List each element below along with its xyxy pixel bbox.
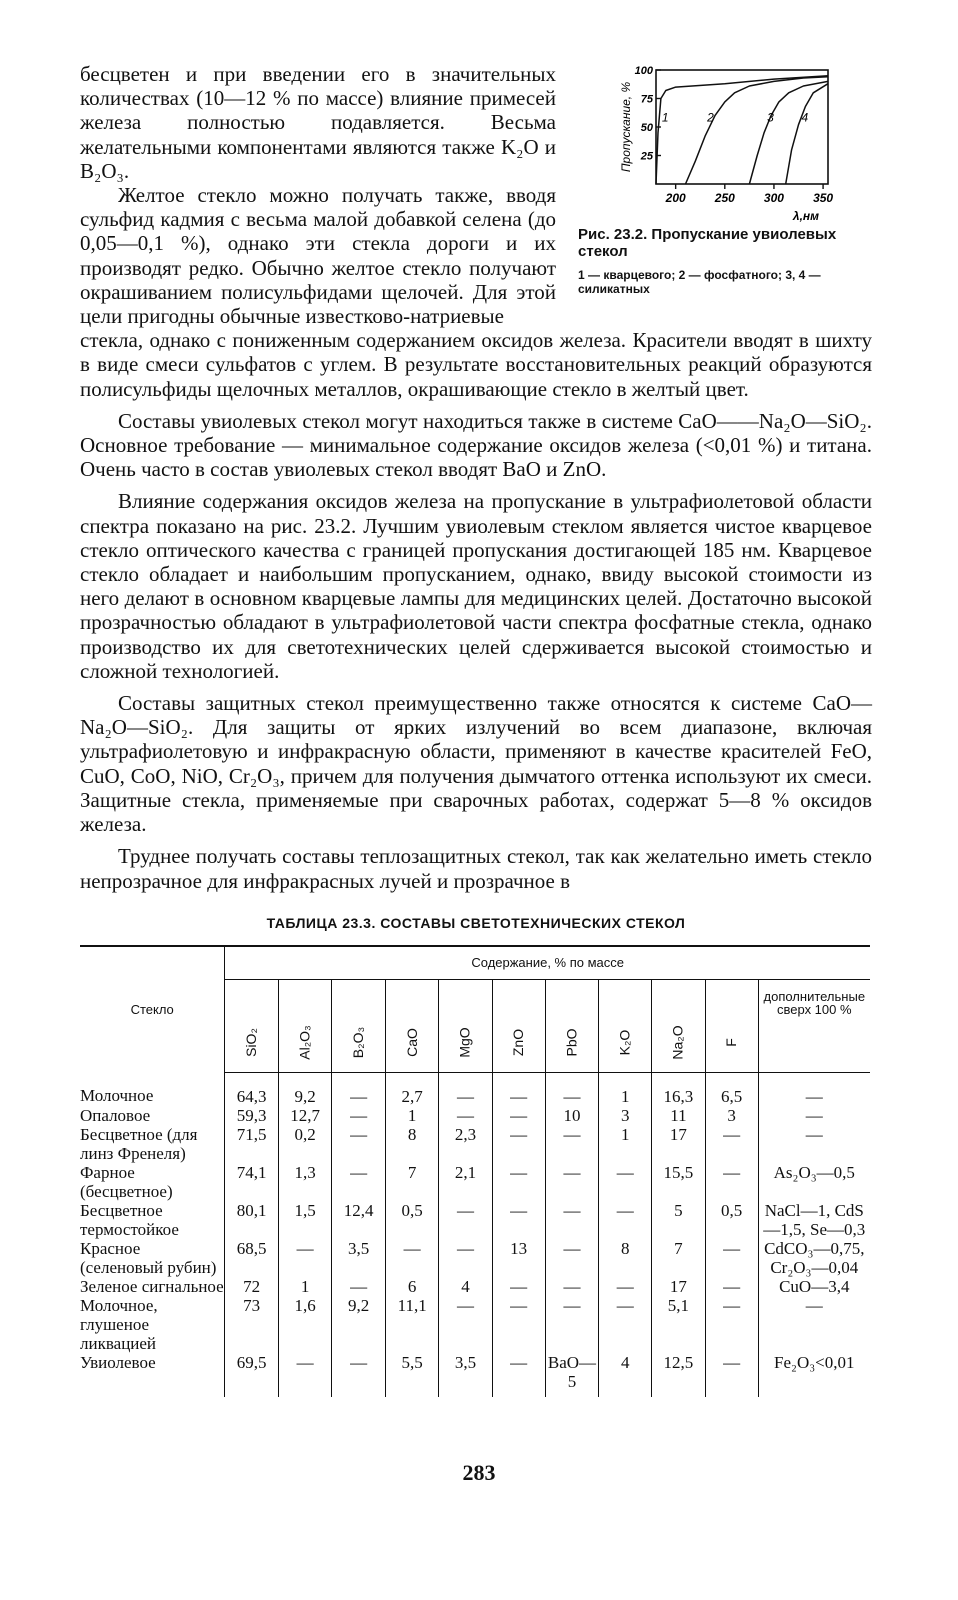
column-header-label: SiO₂ xyxy=(243,1027,260,1057)
table-cell: — xyxy=(492,1201,545,1239)
table-cell: — xyxy=(599,1163,652,1201)
table-cell: 80,1 xyxy=(225,1201,279,1239)
table-cell: 17 xyxy=(652,1125,706,1163)
figure-legend: 1 — кварцевого; 2 — фосфатного; 3, 4 — силикатных xyxy=(578,268,821,296)
y-tick-label: 100 xyxy=(634,65,653,77)
x-tick-label: 350 xyxy=(813,191,834,205)
table-cell: — xyxy=(545,1125,599,1163)
table-cell: — xyxy=(805,1295,823,1315)
table-row xyxy=(80,1296,870,1353)
table-cell: — xyxy=(805,1086,823,1106)
table-cell: 12,7 xyxy=(278,1106,332,1125)
column-header xyxy=(385,979,438,1072)
table-cell: 0,5 xyxy=(385,1201,438,1239)
table-cell: 15,5 xyxy=(652,1163,706,1201)
table-cell: 2,1 xyxy=(439,1163,492,1201)
table-cell: 64,3 xyxy=(225,1072,279,1106)
table-cell: 13 xyxy=(492,1239,545,1277)
table-cell: 4 xyxy=(599,1353,652,1397)
table-cell: — xyxy=(545,1296,599,1353)
column-header-label: B₂O₃ xyxy=(350,1026,367,1058)
table-cell: NaCl—1, CdS—1,5, Se—0,3 xyxy=(763,1200,866,1239)
x-tick-label: 250 xyxy=(714,191,735,205)
paragraph-2-start: Желтое стекло можно получать также, вводя сульфид кадмия с весьма малой добавкой селена (до 0,05—0,1 %), однако эти стекла дороги и их производят редко. Обычно желтое стекло получают окрашиванием полисульфидами щелочей. Для этой цели пригодны обычные известково-натриевые xyxy=(80,183,556,329)
row-name: Опаловое xyxy=(80,1106,225,1125)
row-name: Молочное, глушеное ликвацией xyxy=(80,1296,225,1353)
series-line-1 xyxy=(656,76,828,184)
table-cell: — xyxy=(439,1106,492,1125)
transmission-chart xyxy=(578,62,838,222)
column-header-label: Al₂O₃ xyxy=(296,1024,313,1060)
table-cell: 8 xyxy=(599,1239,652,1277)
column-header xyxy=(545,979,599,1072)
x-tick-label: 300 xyxy=(763,191,784,205)
table-cell: — xyxy=(492,1125,545,1163)
column-header xyxy=(332,979,386,1072)
table-cell: — xyxy=(332,1353,386,1397)
curve-label: 2 xyxy=(707,110,714,125)
y-axis-label: Пропускание, % xyxy=(619,81,633,173)
top-block xyxy=(80,62,872,328)
column-header-label: Na₂O xyxy=(669,1025,686,1060)
paragraph-2-end: стекла, однако с пониженным содержанием оксидов железа. Красители вводят в шихту в виде смеси сульфатов с углем. В результате восстановительных реакций образуются полисульфиды щелочных металлов, окрашивающие стекло в желтый цвет. xyxy=(80,328,872,401)
table-cell: 6 xyxy=(385,1277,438,1296)
column-header xyxy=(439,979,492,1072)
table-cell: 1,6 xyxy=(278,1296,332,1353)
row-name: Увиолевое xyxy=(80,1353,225,1397)
table-cell: 69,5 xyxy=(225,1353,279,1397)
text-column xyxy=(80,62,556,328)
paragraph-4: Влияние содержания оксидов железа на пропускание в ультрафиолетовой области спектра показано на рис. 23.2. Лучшим увиолевым стеклом является чистое кварцевое стекло оптического качества с границей пропускания достигающей 185 нм. Кварцевое стекло обладает и наибольшим пропусканием, однако, ввиду высокой стоимости из него делают в основном кварцевые лампы для медицинских целей. Достаточно высокой прозрачностью обладают в ультрафиолетовой части спектра фосфатные стекла, однако производство их для светотехнических целей сдерживается высокой стоимостью и сложной технологией. xyxy=(80,489,872,683)
column-header xyxy=(599,979,652,1072)
table-cell: — xyxy=(545,1277,599,1296)
curve-label: 3 xyxy=(767,110,774,125)
table-cell: As₂O₃—0,5 xyxy=(773,1162,855,1182)
table-cell: 7 xyxy=(385,1163,438,1201)
table-cell: 3,5 xyxy=(439,1353,492,1397)
row-name: Бесцветное термостойкое xyxy=(80,1201,225,1239)
figure-caption: Рис. 23.2. Пропускание увиолевых стекол xyxy=(578,226,837,260)
table-cell: — xyxy=(439,1296,492,1353)
row-name: Зеленое сигнальное xyxy=(80,1276,224,1296)
table-cell: 12,4 xyxy=(332,1201,386,1239)
table-cell: 5 xyxy=(652,1201,706,1239)
paragraph-1: бесцветен и при введении его в значительных количествах (10—12 % по массе) влияние примесей железа полностью подавляется. Весьма желательными компонентами являются также K₂O и B₂O₃. xyxy=(80,62,556,183)
table-row xyxy=(80,1106,870,1125)
table-cell: — xyxy=(545,1201,599,1239)
table-cell: 11,1 xyxy=(385,1296,438,1353)
x-tick-label: 200 xyxy=(665,191,686,205)
table-cell: 9,2 xyxy=(278,1072,332,1106)
series-line-2 xyxy=(686,77,829,184)
row-name: Красное (селеновый рубин) xyxy=(80,1239,225,1277)
table-cell: — xyxy=(439,1201,492,1239)
table-cell: — xyxy=(599,1296,652,1353)
table-cell: — xyxy=(705,1277,758,1296)
stub-header: Стекло xyxy=(80,946,225,1073)
table-cell: — xyxy=(545,1239,599,1277)
table-cell: — xyxy=(705,1239,758,1277)
table-cell: — xyxy=(332,1277,386,1296)
table-cell: 5,1 xyxy=(652,1296,706,1353)
table-cell: — xyxy=(599,1201,652,1239)
column-header-label: F xyxy=(723,1037,740,1047)
table-cell: — xyxy=(545,1163,599,1201)
group-header: Содержание, % по массе xyxy=(225,946,870,980)
table-cell: — xyxy=(705,1125,758,1163)
table-cell: BaO—5 xyxy=(545,1353,599,1397)
curve-label: 4 xyxy=(801,110,809,125)
table-cell: 4 xyxy=(439,1277,492,1296)
table-cell: — xyxy=(492,1163,545,1201)
y-tick-label: 50 xyxy=(640,122,653,134)
table-cell: Fe₂O₃<0,01 xyxy=(774,1352,855,1372)
table-cell: 5,5 xyxy=(385,1353,438,1397)
table-cell: CdCO₃—0,75, Cr₂O₃—0,04 xyxy=(764,1238,865,1277)
page-content xyxy=(80,62,872,1397)
table-cell: CuO—3,4 xyxy=(779,1276,850,1296)
column-header-label: MgO xyxy=(457,1027,473,1058)
table-cell: 1 xyxy=(278,1277,332,1296)
table-cell: 2,7 xyxy=(385,1072,438,1106)
table-cell: — xyxy=(599,1277,652,1296)
paragraph-3: Составы увиолевых стекол могут находиться также в системе CaO——Na₂O—SiO₂. Основное требование — минимальное содержание оксидов железа (<0,01 %) и титана. Очень часто в состав увиолевых стекол вводят BaO и ZnO. xyxy=(80,408,872,482)
table-cell: 73 xyxy=(225,1296,279,1353)
table-row xyxy=(80,1163,870,1201)
table-cell: — xyxy=(332,1163,386,1201)
table-cell: — xyxy=(705,1163,758,1201)
table-cell: 68,5 xyxy=(225,1239,279,1277)
table-cell: 16,3 xyxy=(652,1072,706,1106)
paragraph-5: Составы защитных стекол преимущественно также относятся к системе CaO—Na₂O—SiO₂. Для защиты от ярких излучений во всем диапазоне, включая ультрафиолетовую и инфракрасную области, применяют в качестве красителей FeO, CuO, CoO, NiO, Cr₂O₃, причем для получения дымчатого оттенка используют их смеси. Защитные стекла, применяемые при сварочных работах, содержат 5—8 % оксидов железа. xyxy=(80,691,872,837)
table-cell: 7 xyxy=(652,1239,706,1277)
table-cell: 59,3 xyxy=(225,1106,279,1125)
table-cell: 8 xyxy=(385,1125,438,1163)
table-cell: — xyxy=(492,1072,545,1106)
curve-label: 1 xyxy=(661,110,669,125)
row-name: Молочное xyxy=(80,1072,225,1106)
table-cell: — xyxy=(278,1239,332,1277)
table-row xyxy=(80,1239,870,1277)
page-number: 283 xyxy=(462,1460,496,1485)
table-cell: 12,5 xyxy=(652,1353,706,1397)
table-cell: — xyxy=(385,1239,438,1277)
paragraph-6: Труднее получать составы теплозащитных стекол, так как желательно иметь стекло непрозрачное для инфракрасных лучей и прозрачное в xyxy=(80,844,872,893)
column-header-label: PbO xyxy=(563,1028,580,1057)
table-cell: — xyxy=(439,1239,492,1277)
table-cell: 0,2 xyxy=(278,1125,332,1163)
column-header-label: CaO xyxy=(403,1027,420,1057)
table-cell: 1 xyxy=(385,1106,438,1125)
column-header xyxy=(225,979,279,1072)
table-cell: 3,5 xyxy=(332,1239,386,1277)
table-caption: ТАБЛИЦА 23.3. СОСТАВЫ СВЕТОТЕХНИЧЕСКИХ СТЕКОЛ xyxy=(266,914,686,931)
table-row xyxy=(80,1072,870,1106)
table-cell: — xyxy=(492,1277,545,1296)
table-cell: 72 xyxy=(225,1277,279,1296)
table-cell: — xyxy=(805,1105,823,1125)
y-tick-label: 25 xyxy=(640,150,653,163)
column-header xyxy=(652,979,706,1072)
table-cell: 10 xyxy=(545,1106,599,1125)
table-cell: 1 xyxy=(599,1125,652,1163)
table-cell: — xyxy=(332,1125,386,1163)
table-cell: — xyxy=(492,1353,545,1397)
table-cell: — xyxy=(332,1106,386,1125)
table-cell: 3 xyxy=(599,1106,652,1125)
column-header-label: K₂O xyxy=(616,1029,633,1056)
chart-axes xyxy=(619,65,833,222)
column-header xyxy=(705,979,758,1072)
table-row xyxy=(80,1277,870,1296)
table-cell: 9,2 xyxy=(332,1296,386,1353)
table-row xyxy=(80,1125,870,1163)
series-line-4 xyxy=(786,84,828,184)
column-header-additional: дополнительные сверх 100 % xyxy=(758,979,870,1072)
table-cell: 71,5 xyxy=(225,1125,279,1163)
table-cell: — xyxy=(705,1296,758,1353)
table-cell: 11 xyxy=(652,1106,706,1125)
table-cell: — xyxy=(439,1072,492,1106)
column-header-label: ZnO xyxy=(510,1028,527,1056)
table-cell: — xyxy=(492,1296,545,1353)
table-cell: 6,5 xyxy=(705,1072,758,1106)
table-cell: — xyxy=(705,1353,758,1397)
table-cell: 1 xyxy=(599,1072,652,1106)
chart-marks xyxy=(656,76,828,184)
table-cell: 74,1 xyxy=(225,1163,279,1201)
table-cell: — xyxy=(492,1106,545,1125)
table-cell: 3 xyxy=(705,1106,758,1125)
row-name: Бесцветное (для линз Френеля) xyxy=(80,1125,225,1163)
table-row xyxy=(80,1201,870,1239)
table-cell: 1,3 xyxy=(278,1163,332,1201)
x-axis-label: λ,нм xyxy=(792,209,820,222)
table-cell: 17 xyxy=(652,1277,706,1296)
table-cell: 0,5 xyxy=(705,1201,758,1239)
table-cell: — xyxy=(278,1353,332,1397)
column-header xyxy=(278,979,332,1072)
table-cell: — xyxy=(805,1124,823,1144)
row-name: Фарное (бесцветное) xyxy=(80,1163,225,1201)
y-tick-label: 75 xyxy=(640,93,653,106)
table-cell: 1,5 xyxy=(278,1201,332,1239)
figure-23-2 xyxy=(578,62,872,296)
table-cell: — xyxy=(545,1072,599,1106)
composition-table xyxy=(80,945,870,1397)
column-header xyxy=(492,979,545,1072)
table-cell: — xyxy=(332,1072,386,1106)
table-row xyxy=(80,1353,870,1397)
table-cell: 2,3 xyxy=(439,1125,492,1163)
